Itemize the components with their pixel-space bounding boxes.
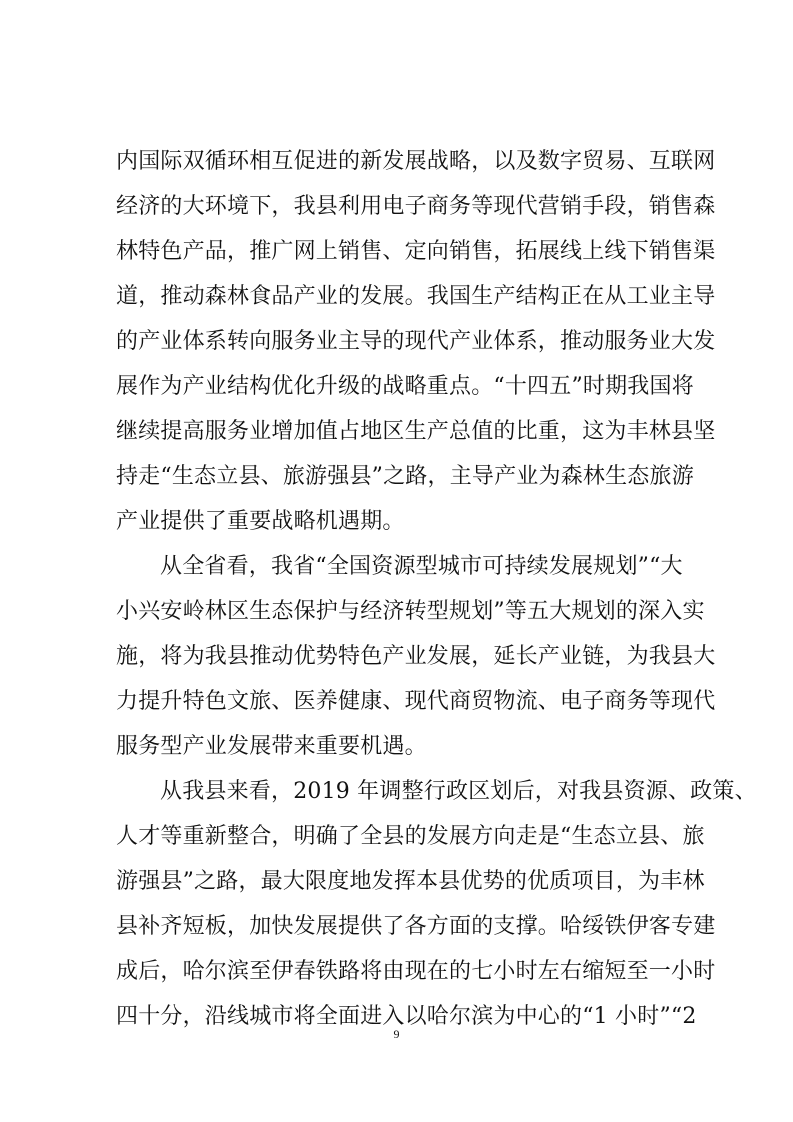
paragraph-first-line: 从我县来看，2019 年调整行政区划后，对我县资源、政策、 <box>160 779 757 804</box>
page-number: 9 <box>393 1027 400 1041</box>
text-line: 县补齐短板，加快发展提供了各方面的支撑。哈绥铁伊客专建 <box>116 914 716 939</box>
text-line: 服务型产业发展带来重要机遇。 <box>116 734 427 759</box>
text-line: 展作为产业结构优化升级的战略重点。“十四五”时期我国将 <box>116 374 694 399</box>
text-line: 道，推动森林食品产业的发展。我国生产结构正在从工业主导 <box>116 284 716 309</box>
text-line: 持走“生态立县、旅游强县”之路，主导产业为森林生态旅游 <box>116 464 694 489</box>
text-line: 成后，哈尔滨至伊春铁路将由现在的七小时左右缩短至一小时 <box>116 959 716 984</box>
text-line: 内国际双循环相互促进的新发展战略，以及数字贸易、互联网 <box>116 149 716 174</box>
text-line: 林特色产品，推广网上销售、定向销售，拓展线上线下销售渠 <box>116 239 716 264</box>
text-line: 游强县”之路，最大限度地发挥本县优势的优质项目，为丰林 <box>116 869 705 894</box>
text-line: 的产业体系转向服务业主导的现代产业体系，推动服务业大发 <box>116 329 716 354</box>
text-line: 小兴安岭林区生态保护与经济转型规划”等五大规划的深入实 <box>116 599 705 624</box>
text-line: 施，将为我县推动优势特色产业发展，延长产业链，为我县大 <box>116 644 716 669</box>
text-line: 经济的大环境下，我县利用电子商务等现代营销手段，销售森 <box>116 194 716 219</box>
paragraph-first-line: 从全省看，我省“全国资源型城市可持续发展规划”“大 <box>160 554 683 579</box>
text-line: 人才等重新整合，明确了全县的发展方向走是“生态立县、旅 <box>116 824 705 849</box>
text-line: 产业提供了重要战略机遇期。 <box>116 509 405 534</box>
text-line: 四十分，沿线城市将全面进入以哈尔滨为中心的“1 小时”“2 <box>116 1004 697 1029</box>
text-line: 力提升特色文旅、医养健康、现代商贸物流、电子商务等现代 <box>116 689 716 714</box>
text-line: 继续提高服务业增加值占地区生产总值的比重，这为丰林县坚 <box>116 419 716 444</box>
